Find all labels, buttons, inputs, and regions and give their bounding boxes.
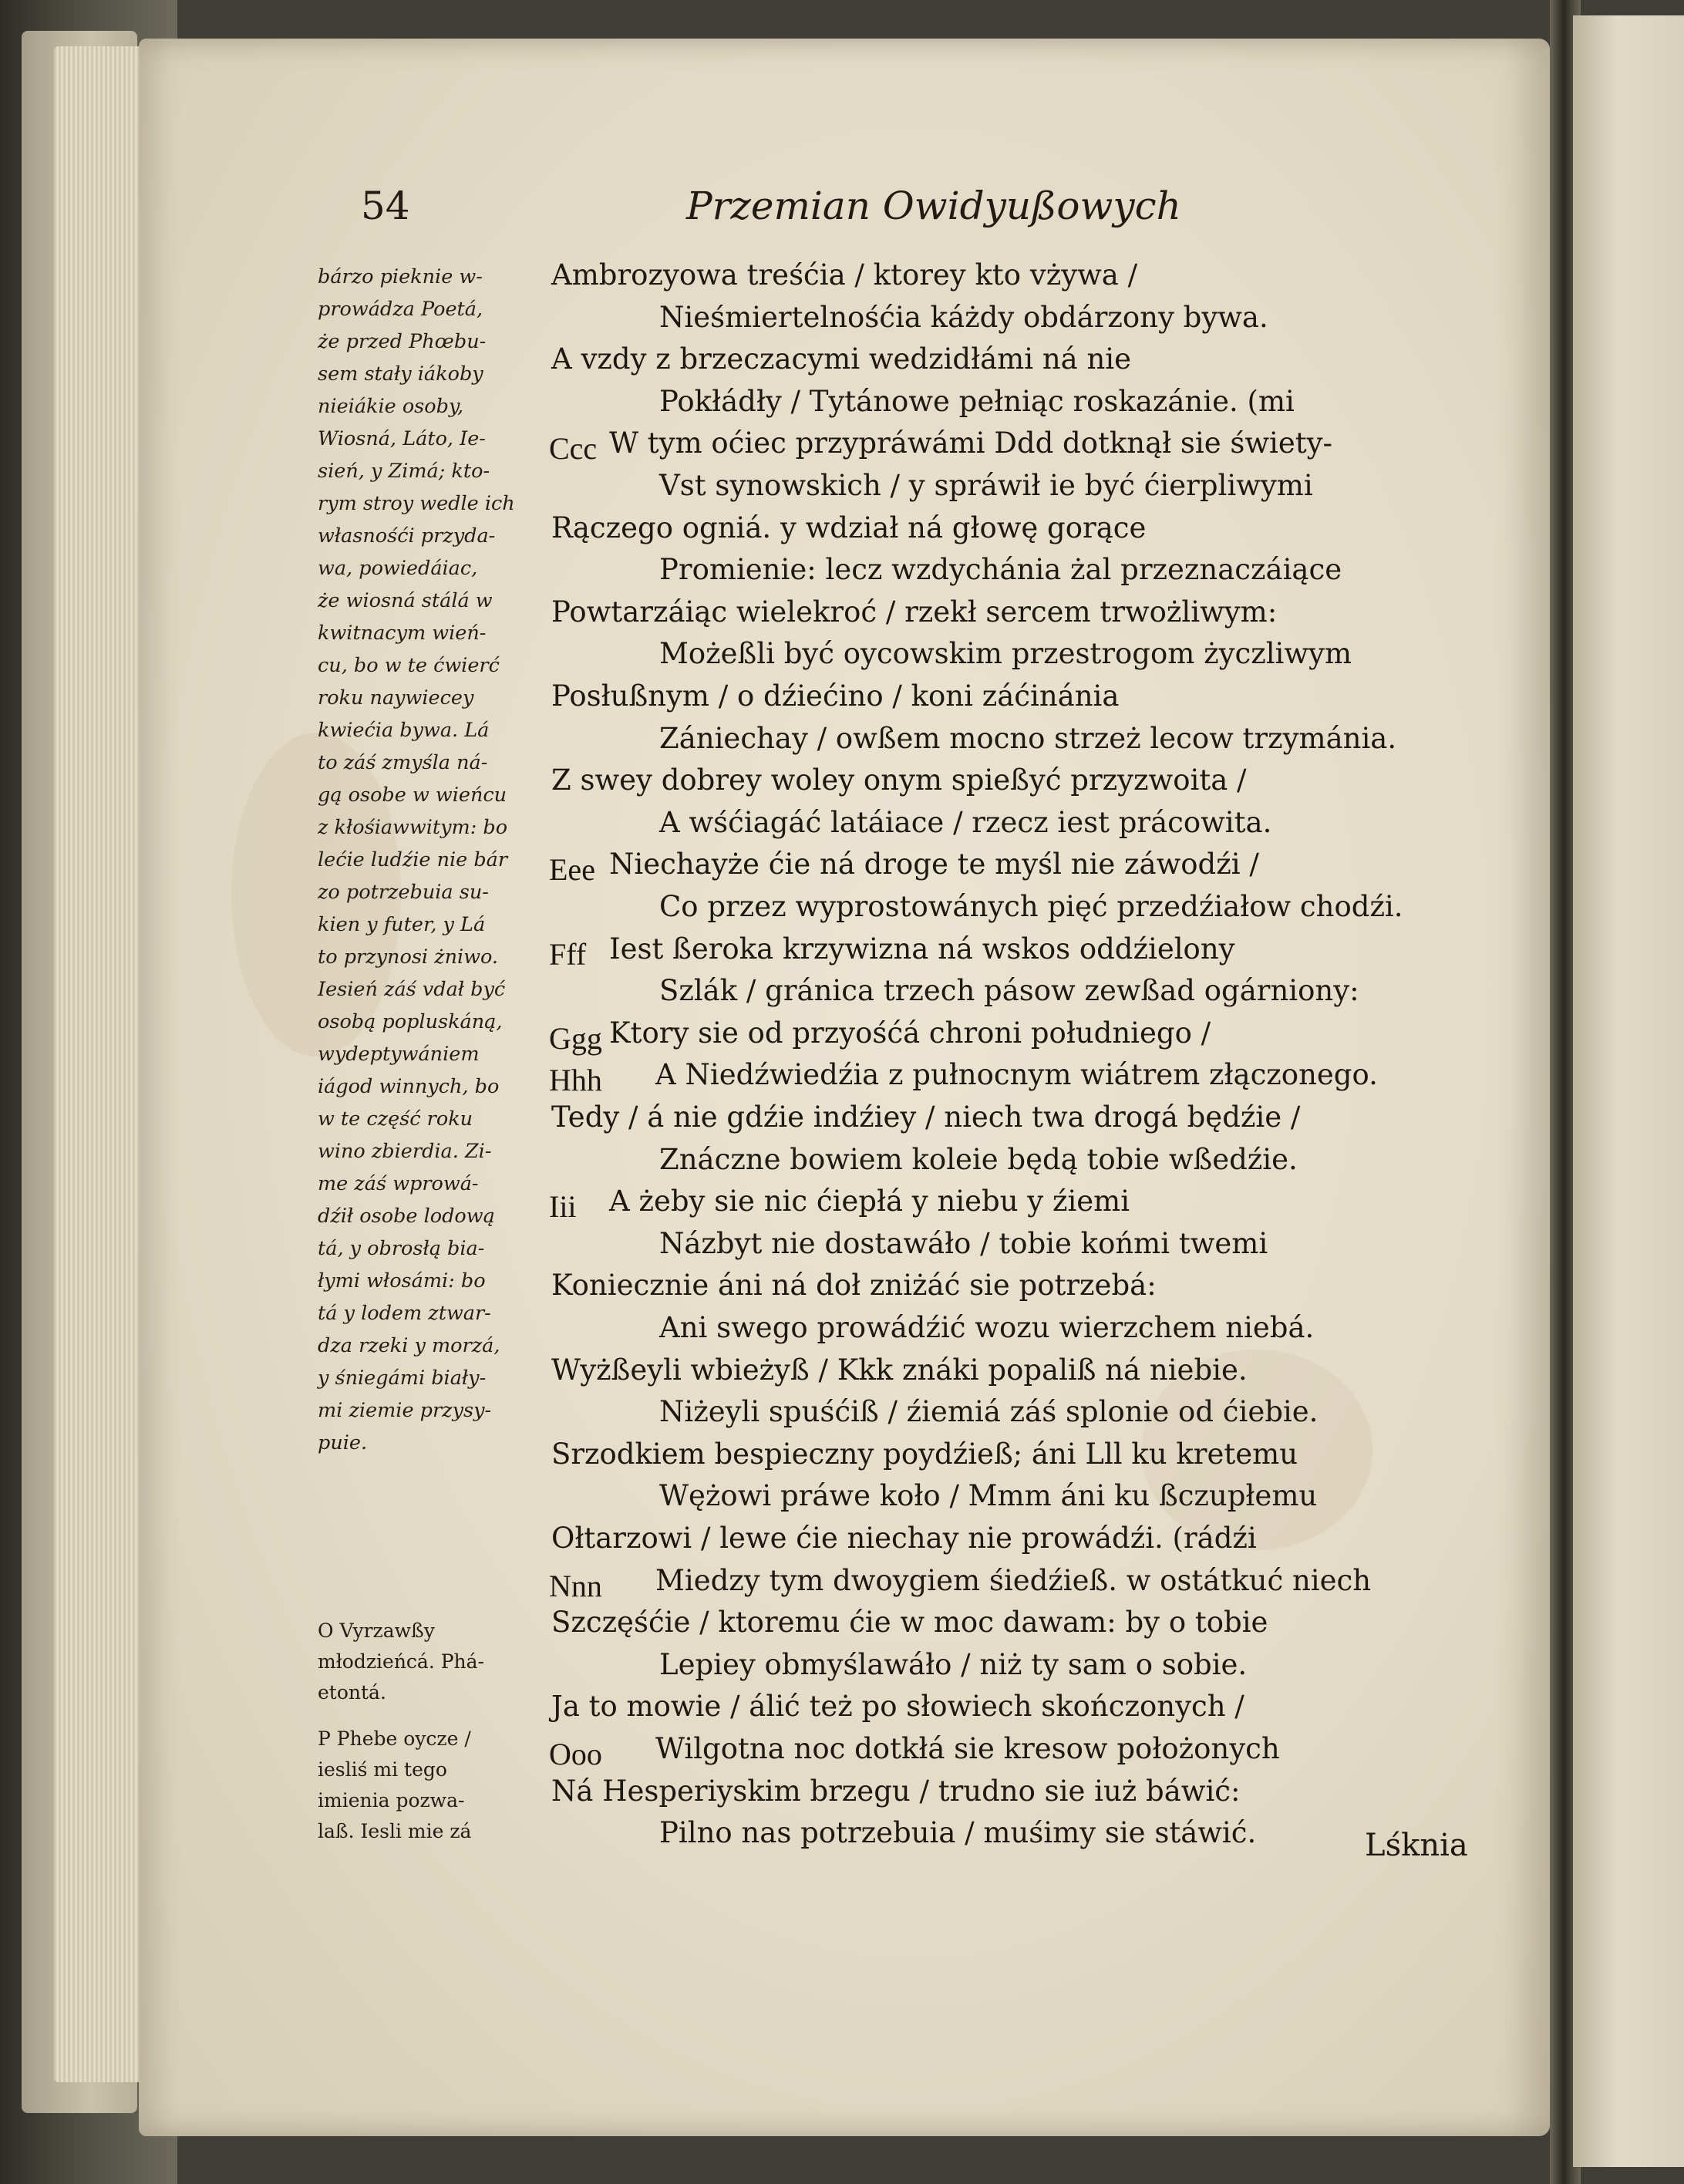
verse-line: Srzodkiem bespieczny poydźieß; áni Lll ku kretemu (551, 1437, 1298, 1471)
margin-line: lećie ludźie nie bár (318, 848, 508, 871)
margin-line: z kłośiawwitym: bo (318, 816, 508, 839)
margin-line: y śniegámi biały- (318, 1367, 487, 1390)
gloss-letter: Hhh (549, 1063, 602, 1098)
gloss-letter: Ooo (549, 1737, 602, 1771)
margin-line: to záś zmyśla ná- (318, 751, 488, 774)
margin-summary-o (318, 1616, 553, 1708)
margin-line: sem stały iákoby (318, 362, 483, 386)
margin-line: kwitnacym wień- (318, 622, 487, 645)
verse-line: Ołtarzowi / lewe ćie niechay nie prowádźi. (rádźi (551, 1522, 1257, 1555)
margin-line: P Phebe oycze / (318, 1727, 471, 1750)
catchword: Lśknia (1365, 1828, 1468, 1863)
margin-line: prowádza Poetá, (318, 298, 483, 321)
verse-line: Możeßli być oycowskim przestrogom życzliwym (659, 637, 1352, 671)
gloss-letter: Ccc (549, 431, 598, 467)
verse-line: Szlák / gránica trzech pásow zewßad ogárniony: (659, 974, 1359, 1008)
verse-line: Vst synowskich / y spráwił ie być ćierpliwymi (659, 469, 1313, 502)
margin-line: rym stroy wedle ich (318, 492, 515, 515)
margin-line: me záś wprowá- (318, 1172, 479, 1195)
margin-line: łymi włosámi: bo (318, 1269, 486, 1293)
margin-line: iesliś mi tego (318, 1758, 447, 1781)
margin-line: bárzo pieknie w- (318, 265, 483, 288)
verse-line: Powtarzáiąc wielekroć / rzekł sercem trwożliwym: (551, 595, 1278, 629)
margin-line: iágod winnych, bo (318, 1075, 500, 1098)
verse-line: Posłußnym / o dźiećino / koni záćinánia (551, 679, 1120, 713)
margin-line: osobą popluskáną, (318, 1010, 503, 1033)
running-title: Przemian Owidyußowych (686, 184, 1181, 228)
verse-line: Ani swego prowádźić wozu wierzchem niebá. (659, 1311, 1315, 1344)
verse-line: Znáczne bowiem koleie będą tobie wßedźie. (659, 1142, 1298, 1176)
verse-line: Rączego ogniá. y wdział ná głowę gorące (551, 511, 1147, 544)
verse-line: W tym oćiec przypráwámi Ddd dotknął sie świety- (609, 426, 1333, 460)
verse-line: Promienie: lecz wzdychánia żal przeznaczáiące (659, 553, 1342, 587)
page-number: 54 (361, 184, 410, 228)
verse-line: A Niedźwiedźia z pułnocnym wiátrem złączonego. (655, 1058, 1378, 1092)
margin-line: laß. Iesli mie zá (318, 1820, 472, 1842)
verse-line: Lepiey obmyślawáło / niż ty sam o sobie. (659, 1647, 1248, 1681)
gloss-letter: Nnn (549, 1568, 602, 1603)
margin-line: O Vyrzawßy (318, 1619, 435, 1642)
gloss-letter: Ggg (549, 1020, 602, 1056)
margin-line: cu, bo w te ćwierć (318, 654, 500, 677)
verse-line: Ja to mowie / álić też po słowiech skończonych / (551, 1690, 1244, 1724)
margin-line: dźił osobe lodową (318, 1205, 495, 1228)
margin-line: nieiákie osoby, (318, 395, 464, 418)
verse-line: A wśćiagáć latáiace / rzecz iest prácowita. (659, 805, 1272, 839)
margin-line: dza rzeki y morzá, (318, 1334, 500, 1357)
margin-line: gą osobe w wieńcu (318, 784, 507, 807)
verse-line: A vzdy z brzeczacymi wedzidłámi ná nie (551, 342, 1132, 376)
margin-line: kien y futer, y Lá (318, 913, 486, 936)
verse-line: A żeby sie nic ćiepłá y niebu y źiemi (609, 1185, 1130, 1218)
margin-line: w te część roku (318, 1107, 473, 1131)
verse-line: Szczęśćie / ktoremu ćie w moc dawam: by o tobie (551, 1606, 1268, 1640)
margin-line: puie. (318, 1431, 368, 1454)
verse-line: Co przez wyprostowánych pięć przedźiałow chodźi. (659, 890, 1403, 923)
verse-line: Iest ßeroka krzywizna ná wskos oddźielony (609, 932, 1235, 966)
margin-line: to przynosi żniwo. (318, 945, 499, 969)
margin-line: że wiosná stálá w (318, 589, 493, 612)
margin-line: młodzieńcá. Phá- (318, 1650, 485, 1673)
margin-line: zo potrzebuia su- (318, 881, 489, 904)
margin-line: kwiećia bywa. Lá (318, 719, 490, 742)
verse-line: Názbyt nie dostawáło / tobie końmi twemi (659, 1226, 1268, 1260)
verse-line: Wężowi práwe koło / Mmm áni ku ßczupłemu (659, 1479, 1318, 1513)
verse-line: Miedzy tym dwoygiem śiedźieß. w ostátkuć niech (655, 1563, 1372, 1597)
verse-line: Ambrozyowa treśćia / ktorey kto vżywa / (551, 258, 1138, 292)
margin-summary-p (318, 1724, 553, 1847)
verse-line: Wyżßeyli wbieżyß / Kkk znáki popaliß ná niebie. (551, 1353, 1248, 1387)
verse-line: Pokłádły / Tytánowe pełniąc roskazánie. (mi (659, 384, 1295, 418)
verse-line: Zániechay / owßem mocno strzeż lecow trzymánia. (659, 721, 1397, 755)
verse-line: Nieśmiertelnośćia káżdy obdárzony bywa. (659, 300, 1268, 334)
verse-line: Tedy / á nie gdźie indźiey / niech twa drogá będźie / (551, 1100, 1301, 1134)
gloss-letter: Eee (549, 852, 595, 888)
verse-line: Pilno nas potrzebuia / muśimy sie stáwić. (659, 1816, 1257, 1850)
margin-line: imienia pozwa- (318, 1789, 465, 1812)
margin-line: roku naywiecey (318, 686, 474, 709)
verse-line: Koniecznie áni ná doł zniżáć sie potrzebá: (551, 1269, 1157, 1303)
verse-line: Niżeyli spuśćiß / źiemiá záś splonie od ćiebie. (659, 1395, 1319, 1429)
margin-note (318, 261, 553, 1459)
margin-line: Wiosná, Láto, Ie- (318, 427, 486, 450)
gloss-letter: Fff (549, 936, 587, 972)
margin-line: że przed Phœbu- (318, 330, 487, 353)
gloss-letter: Iii (549, 1189, 577, 1225)
margin-line: etontá. (318, 1681, 386, 1704)
margin-line: mi ziemie przysy- (318, 1399, 492, 1422)
margin-line: wino zbierdia. Zi- (318, 1140, 492, 1163)
margin-line: tá, y obrosłą bia- (318, 1237, 485, 1260)
margin-line: własnośći przyda- (318, 524, 496, 548)
margin-line: wa, powiedáiac, (318, 557, 478, 580)
margin-line: tá y lodem ztwar- (318, 1302, 491, 1325)
margin-line: wydeptywániem (318, 1043, 480, 1066)
verse-line: Ná Hesperiyskim brzegu / trudno sie iuż báwić: (551, 1774, 1241, 1808)
verse-line: Z swey dobrey woley onym spießyć przyzwoita / (551, 763, 1247, 797)
verse-line: Niechayże ćie ná droge te myśl nie záwodźi / (609, 848, 1259, 881)
margin-line: sień, y Zimá; kto- (318, 460, 490, 483)
verse-line: Ktory sie od przyośćá chroni południego / (609, 1016, 1211, 1050)
verse-line: Wilgotna noc dotkłá sie kresow położonych (655, 1732, 1280, 1765)
margin-line: Iesień záś vdał być (318, 978, 506, 1001)
